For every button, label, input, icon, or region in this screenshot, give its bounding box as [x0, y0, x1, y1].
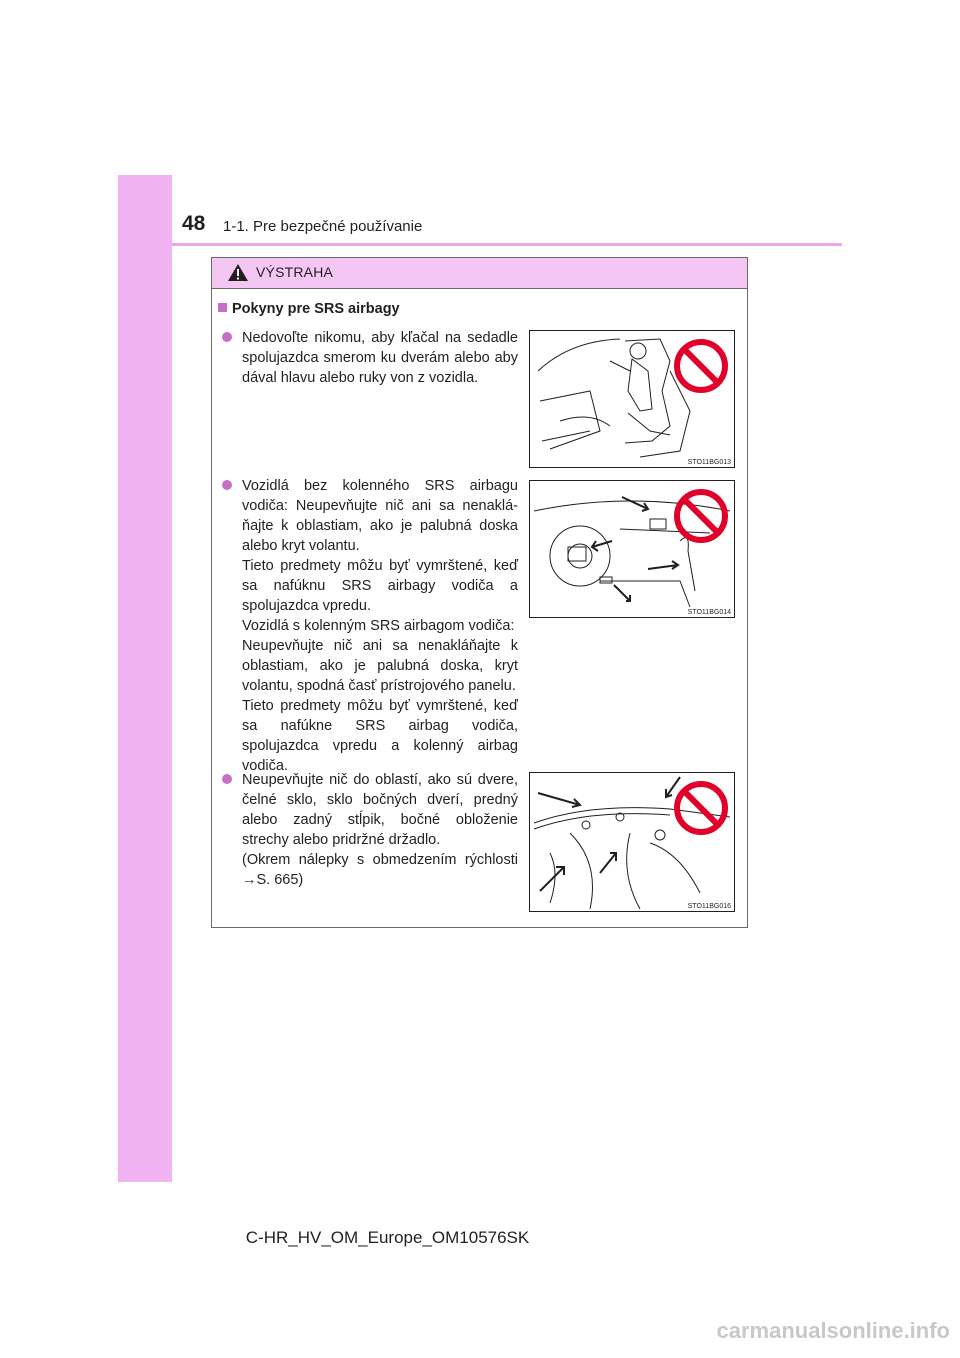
section-title: 1-1. Pre bezpečné používanie [223, 218, 423, 235]
illustration-interior-areas [529, 772, 735, 912]
item-text: Neupevňujte nič do oblastí, ako sú dvere, čelné sklo, sklo bočných dverí, predný alebo zadný stĺpik, bočné obloženie strechy alebo pridržné držadlo. (Okrem nálepky s obmedzením rýchlosti →S. 665) [242, 772, 518, 888]
square-bullet-icon [218, 303, 227, 312]
list-item [222, 770, 518, 890]
warning-triangle-icon [227, 263, 249, 282]
item-text: Nedovoľte nikomu, aby kľačal na sedadle spolujazdca smerom ku dverám alebo aby dával hlavu alebo ruky von z vozidla. [242, 330, 518, 386]
prohibition-icon [672, 487, 730, 545]
prohibition-icon [672, 337, 730, 395]
warning-box [211, 257, 748, 928]
watermark: carmanualsonline.info [716, 1318, 950, 1343]
item-text: Vozidlá bez kolenného SRS airbagu vodiča: Neupevňujte nič ani sa nenaklá- ňajte k oblastiam, ako je palubná doska alebo kryt volantu. Tieto predmety môžu byť vymrštené, keď sa nafúknu SRS airbagy vodiča a spolujazdca vpredu. Vozidlá s kolenným SRS airbagom vodiča: Neupevňujte nič ani sa nenakláňajte k oblastiam, ako je palubná doska, kryt volantu, spodná časť prístrojového panelu. Tieto predmety môžu byť vymrštené, keď sa nafúkne SRS airbag vodiča, spolujazdca vpredu a kolenný airbag vodiča. [242, 478, 518, 774]
figure-code: STO11BG014 [687, 609, 731, 616]
illustration-dashboard-objects [529, 480, 735, 618]
header-divider [172, 243, 842, 246]
document-id-text: C-HR_HV_OM_Europe_OM10576SK [245, 1228, 530, 1247]
side-tab-strip [118, 175, 172, 1182]
subheading [218, 301, 400, 317]
figure-code: STO11BG016 [687, 903, 731, 910]
illustration-kneeling-passenger [529, 330, 735, 468]
prohibition-icon [672, 779, 730, 837]
bullet-icon [222, 332, 232, 342]
page-number: 48 [182, 212, 206, 235]
bullet-icon [222, 774, 232, 784]
figure-code: STO11BG013 [687, 459, 731, 466]
document-id [0, 1228, 960, 1248]
warning-header [212, 258, 747, 289]
bullet-icon [222, 480, 232, 490]
warning-label: VÝSTRAHA [256, 264, 334, 280]
list-item [222, 476, 518, 776]
list-item [222, 328, 518, 388]
subheading-text: Pokyny pre SRS airbagy [232, 301, 400, 317]
